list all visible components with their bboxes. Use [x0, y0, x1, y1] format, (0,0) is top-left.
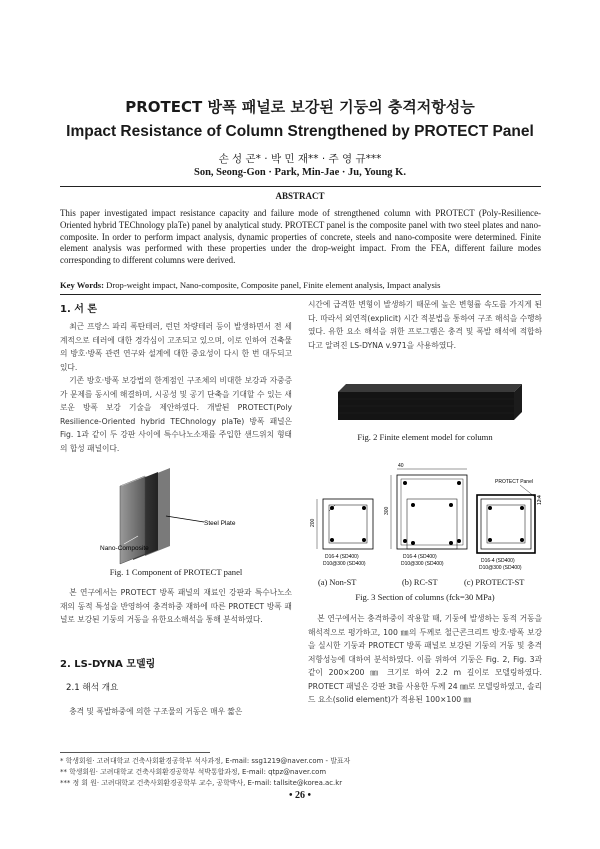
- section-1-p2: 기존 방호·방폭 보강법의 한계점인 구조체의 비대한 보강과 자중증가 문제를 동시에 해결하며, 시공성 및 공기 단축을 기대할 수 있는 새로운 방폭 보강 기술을 제안하였다. 개발된 PROTECT(Poly Resilience-Oriented hybrid TEChnology plaTe) 방폭 패널은 Fig. 1과 같이 두 강판 사이에 특수나노소재를 주입한 샌드위치 형태의 합성 패널이다.: [60, 376, 292, 453]
- fig1-caption: Fig. 1 Component of PROTECT panel: [109, 567, 243, 577]
- keywords: [60, 280, 541, 290]
- right-p2: 본 연구에서는 충격하중이 작용할 때, 기둥에 발생하는 동적 거동을 해석적으로 평가하고, 100 ㎜의 두께로 철근콘크리트 방호·방폭 보강을 실시한 기둥과 PROTECT 방폭 패널로 보강된 기둥의 거동 및 충격저항성능에 대하여 분석하였다. 이를 위하여 기둥은 Fig. 2, Fig. 3과 같이 200×200 ㎜ 크기로 하여 2.2 m 길이로 모델링하였다. PROTECT 패널은 강판 3t를 사용한 두께 24 ㎜로 모델링하였고, 솔리드 요소(solid element)가 적용된 100×100 ㎜: [308, 614, 542, 704]
- section-1-paragraph-1: [60, 320, 292, 455]
- section-1-p3: 본 연구에서는 PROTECT 방폭 패널의 재료인 강판과 특수나노소재의 동적 특성을 반영하여 충격하중 재하에 따른 PROTECT 방폭 패널로 보강된 기둥의 거동을 유한요소해석을 통해 분석하였다.: [60, 588, 292, 624]
- footnotes: [60, 756, 541, 789]
- dim-200-a: 200: [310, 518, 316, 527]
- fig3-caption: Fig. 3 Section of columns (fck=30 MPa): [355, 592, 495, 602]
- rebar-label-b: D16-4 (SD400): [403, 554, 437, 560]
- section-c-protect-st: [477, 479, 543, 571]
- protect-panel-label: PROTECT Panel: [495, 479, 533, 485]
- right-p1: 시간에 급격한 변형이 발생하기 때문에 높은 변형률 속도를 가지게 된다. 따라서 외연적(explicit) 시간 적분법을 통하여 구조 해석을 수행하였다. 유한 요소 해석을 위한 프로그램은 충격 및 폭발 해석에 적합하다고 알려진 LS-DYNA v.971을 사용하였다.: [308, 300, 542, 350]
- fig2-finite-element-column-model: [330, 378, 530, 428]
- fig3-sublabel-c: (c) PROTECT-ST: [464, 578, 525, 587]
- dim-40-b: 40: [398, 463, 404, 469]
- abstract-top-rule: [60, 186, 541, 187]
- keywords-label: Key Words:: [60, 280, 105, 290]
- footnote-2: ** 학생회원· 고려대학교 건축사회환경공학부 석박통합과정, E-mail: qtpz@naver.com: [60, 768, 327, 776]
- footnote-1: * 학생회원· 고려대학교 건축사회환경공학부 석사과정, E-mail: ssg1219@naver.com - 발표자: [60, 757, 351, 765]
- steel-plate-leader: [166, 516, 204, 522]
- section-2-heading: 2. LS-DYNA 모델링: [60, 659, 156, 670]
- right-paragraph-1: [308, 298, 542, 352]
- abstract-bottom-rule: [60, 294, 541, 295]
- tie-label-a: D10@300 (SD400): [323, 561, 366, 567]
- steel-plate-label: Steel Plate: [204, 520, 236, 527]
- section-1-p1: 최근 프랑스 파리 폭탄테러, 런던 차량테러 등이 발생하면서 전 세계적으로 테러에 대한 경각심이 고조되고 있으며, 이로 인하여 건축물의 방호·방폭 관련 연구와 설계에 대한 중요성이 다시 한 번 대두되고 있다.: [60, 322, 292, 372]
- dim-300-b: 300: [384, 506, 390, 515]
- tie-label-c: D10@300 (SD400): [479, 565, 522, 571]
- section-2-1-heading: 2.1 해석 개요: [66, 683, 119, 693]
- footnote-3: *** 정 회 원· 고려대학교 건축사회환경공학부 교수, 공학박사, E-mail: tallsite@korea.ac.kr: [60, 779, 343, 787]
- fig3-column-sections: [305, 453, 545, 585]
- dim-124-c: 12.4: [537, 495, 543, 505]
- rebar-label-a: D16-4 (SD400): [325, 554, 359, 560]
- section-2-1-p1: 충격 및 폭발하중에 의한 구조물의 거동은 매우 짧은: [69, 707, 243, 716]
- fig2-caption: Fig. 2 Finite element model for column: [357, 432, 493, 442]
- section-1-heading: 1. 서 론: [60, 304, 98, 315]
- authors-english: Son, Seong-Gon · Park, Min-Jae · Ju, Young K.: [194, 167, 406, 178]
- fig3-sublabel-a: (a) Non-ST: [318, 578, 357, 587]
- page-number: • 26 •: [288, 790, 311, 801]
- section-b-rc-st: [384, 463, 467, 567]
- abstract-body: This paper investigated impact resistance capacity and failure mode of strengthened column with PROTECT (Poly-Resilience-Oriented hybrid TEChnology plaTe) panel by analytical study. PROTECT panel is the composite panel with two steel plates and nano-composite. In order to perform impact analysis, dynamic properties of concrete, steels and nano-composite were determined. Finite element analysis was performed with these properties under the drop-weight impact. From the FEA, different failure modes corresponding to different columns were derived.: [60, 208, 541, 266]
- authors-korean: 손 성 곤* · 박 민 재** · 주 영 규***: [218, 153, 382, 165]
- column-top-face: [338, 384, 522, 392]
- right-paragraph-2: [308, 612, 542, 707]
- section-1-paragraph-3: [60, 586, 292, 627]
- rebar-label-c: D16-4 (SD400): [481, 558, 515, 564]
- footnote-rule: [60, 752, 210, 753]
- keywords-text: Drop-weight impact, Nano-composite, Composite panel, Finite element analysis, Impact analysis: [104, 280, 441, 290]
- section-a-non-st: [310, 499, 373, 567]
- paper-title-korean: PROTECT 방폭 패널로 보강된 기둥의 충격저항성능: [125, 98, 475, 116]
- fig3-sublabel-b: (b) RC-ST: [402, 578, 438, 587]
- nano-composite-label: Nano-Composite: [100, 545, 149, 552]
- fig1-protect-panel-drawing: [100, 466, 270, 566]
- tie-label-b: D10@300 (SD400): [401, 561, 444, 567]
- section-2-1-paragraph: [60, 705, 292, 719]
- paper-title-english: Impact Resistance of Column Strengthened by PROTECT Panel: [66, 123, 534, 140]
- abstract-heading: ABSTRACT: [275, 191, 325, 201]
